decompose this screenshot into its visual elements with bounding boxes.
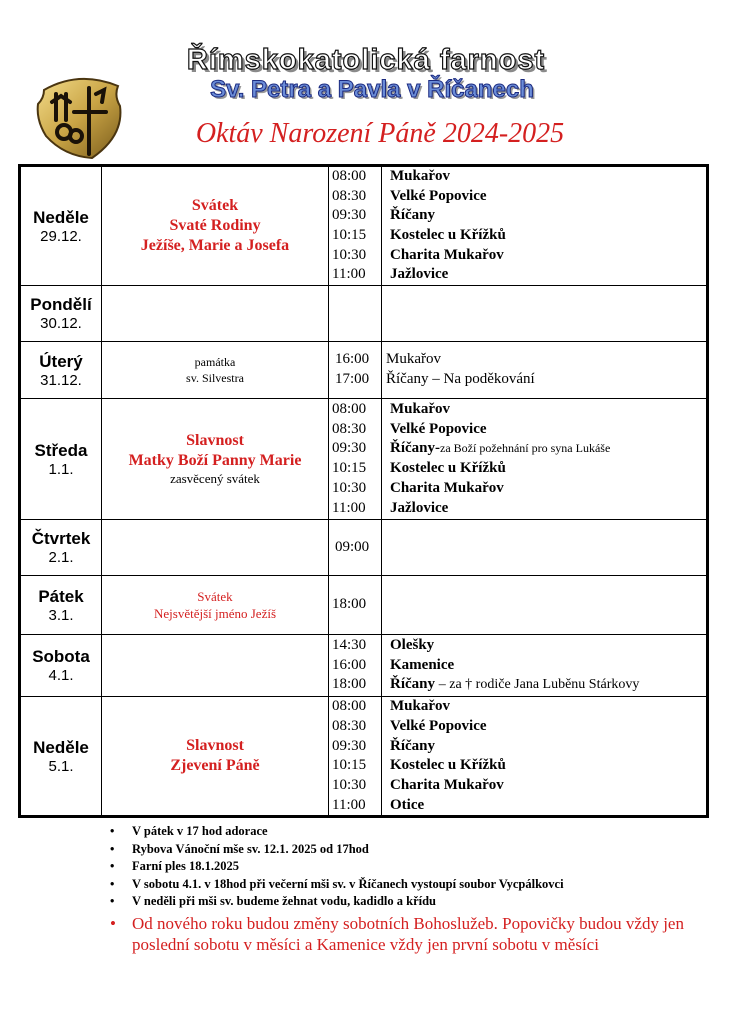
mass-time: 09:30: [332, 440, 367, 457]
times-cell: [329, 342, 382, 399]
day-date: 5.1.: [48, 757, 74, 775]
mass-place: Mukařov: [390, 698, 450, 715]
places-cell: [382, 697, 708, 817]
feast-cell: [102, 166, 329, 286]
places-cell: [382, 399, 708, 520]
mass-place-name: Říčany-: [390, 440, 440, 457]
mass-place: Kostelec u Křížků: [390, 460, 506, 477]
feast-cell: [102, 635, 329, 697]
announcement-text: Farní ples 18.1.2025: [132, 859, 239, 873]
mass-place: Velké Popovice: [390, 717, 487, 734]
memorial-line: památka: [194, 355, 236, 370]
list-item: [108, 893, 708, 911]
feast-cell: [102, 399, 329, 520]
day-date: 30.12.: [40, 315, 82, 333]
notice-text: Od nového roku budou změny sobotních Bohoslužeb. Popovičky budou vždy jen poslední sobotu v měsíci a Kamenice vždy jen první sobotu v měsíci: [132, 913, 684, 954]
day-cell: [20, 399, 102, 520]
table-row: [20, 286, 708, 342]
mass-time: 18:00: [332, 676, 367, 693]
mass-time: 10:30: [332, 776, 367, 793]
list-item: [108, 858, 708, 876]
mass-place: Mukařov: [390, 401, 450, 418]
mass-time: 10:15: [332, 227, 367, 244]
feast-cell: [102, 576, 329, 635]
places-cell: [382, 520, 708, 576]
announcement-text: V neděli při mši sv. budeme žehnat vodu, kadidlo a křídu: [132, 894, 437, 908]
mass-time: 09:30: [332, 737, 367, 754]
times-cell: [329, 576, 382, 635]
day-cell: [20, 286, 102, 342]
feast-line: Nejsvětější jméno Ježíš: [153, 606, 277, 622]
day-name: Neděle: [33, 207, 89, 227]
day-date: 3.1.: [48, 606, 74, 624]
feast-line: Slavnost: [186, 432, 244, 450]
mass-place: Jažlovice: [390, 499, 449, 516]
day-cell: [20, 342, 102, 399]
table-row: [20, 166, 708, 286]
mass-place: Charita Mukařov: [390, 246, 504, 263]
mass-time: 08:00: [332, 168, 367, 184]
page-title: Oktáv Narození Páně 2024-2025: [195, 118, 565, 149]
memorial-line: sv. Silvestra: [186, 371, 244, 386]
mass-place: Mukařov: [390, 168, 450, 184]
times-cell: [329, 520, 382, 576]
announcement-text: Rybova Vánoční mše sv. 12.1. 2025 od 17hod: [132, 841, 369, 856]
places-cell: [382, 342, 708, 399]
table-row: [20, 635, 708, 697]
day-date: 29.12.: [40, 227, 82, 245]
mass-time: 17:00: [335, 371, 370, 388]
feast-line: Ježíše, Marie a Josefa: [140, 237, 290, 255]
day-name: Pondělí: [30, 295, 92, 315]
mass-intention: – za † rodiče Jana Luběnu Stárkovy: [438, 677, 640, 693]
mass-time: 11:00: [332, 499, 366, 516]
mass-time: 08:30: [332, 717, 367, 734]
feast-line: Slavnost: [186, 737, 244, 755]
mass-place-name: Říčany: [390, 676, 435, 693]
mass-time: 10:30: [332, 479, 367, 496]
table-row: [20, 520, 708, 576]
announcements-list: [108, 823, 708, 955]
day-date: 2.1.: [48, 549, 74, 567]
mass-time: 08:00: [332, 401, 367, 418]
feast-line: Svaté Rodiny: [169, 217, 261, 235]
mass-time: 11:00: [332, 796, 366, 813]
mass-intention: za Boží požehnání pro syna Lukáše: [440, 441, 611, 456]
feast-cell: [102, 520, 329, 576]
mass-place: [382, 439, 706, 459]
feast-cell: [102, 286, 329, 342]
list-item: [108, 876, 708, 894]
mass-time: 18:00: [332, 596, 367, 613]
day-date: 4.1.: [48, 667, 74, 685]
mass-place: Říčany: [390, 737, 435, 754]
mass-time: 10:30: [332, 246, 367, 263]
mass-place: Charita Mukařov: [390, 479, 504, 496]
feast-line: Zjevení Páně: [170, 757, 260, 775]
mass-place: Olešky: [390, 637, 435, 654]
mass-time: 08:30: [332, 187, 367, 204]
mass-time: 16:00: [335, 351, 370, 368]
mass-time: 10:15: [332, 757, 367, 774]
mass-place: Velké Popovice: [390, 420, 487, 437]
mass-time: 11:00: [332, 266, 366, 283]
feast-line: Svátek: [191, 197, 239, 215]
table-row: [20, 342, 708, 399]
mass-time: 08:30: [332, 420, 367, 437]
mass-time: 09:00: [335, 538, 370, 555]
places-cell: [382, 166, 708, 286]
mass-time: 10:15: [332, 460, 367, 477]
mass-place: Velké Popovice: [390, 187, 487, 204]
places-cell: [382, 576, 708, 635]
feast-subtitle: zasvěcený svátek: [170, 471, 260, 487]
day-cell: [20, 697, 102, 817]
mass-place: Kostelec u Křížků: [390, 227, 506, 244]
mass-place: Jažlovice: [390, 266, 449, 283]
bullet-dot-icon: •: [110, 859, 115, 873]
mass-time: 08:00: [332, 698, 367, 715]
mass-place: Charita Mukařov: [390, 776, 504, 793]
times-cell: [329, 635, 382, 697]
parish-title: Římskokatolická farnost: [186, 44, 546, 76]
times-cell: [329, 286, 382, 342]
mass-place: Říčany: [390, 207, 435, 224]
mass-place: Mukařov: [386, 351, 441, 368]
parish-subtitle: Sv. Petra a Pavla v Říčanech: [210, 76, 534, 103]
bullet-dot-icon: •: [110, 876, 115, 891]
day-name: Čtvrtek: [31, 529, 91, 549]
mass-place: Kostelec u Křížků: [390, 757, 506, 774]
day-cell: [20, 520, 102, 576]
day-name: Sobota: [32, 647, 90, 667]
mass-place: Kamenice: [390, 656, 455, 673]
feast-line: Svátek: [197, 589, 233, 605]
announcement-text: V pátek v 17 hod adorace: [132, 824, 268, 838]
table-row: [20, 399, 708, 520]
parish-coat-of-arms-icon: [34, 76, 124, 162]
bullet-dot-icon: •: [110, 841, 115, 856]
day-name: Pátek: [38, 586, 84, 606]
schedule-table: [18, 164, 709, 818]
list-item: [108, 841, 708, 859]
times-cell: [329, 399, 382, 520]
day-date: 1.1.: [48, 460, 74, 478]
day-cell: [20, 166, 102, 286]
feast-line: Matky Boží Panny Marie: [128, 452, 302, 470]
times-cell: [329, 166, 382, 286]
notice-item: [108, 913, 708, 955]
feast-cell: [102, 697, 329, 817]
places-cell: [382, 286, 708, 342]
mass-place: Otice: [390, 796, 425, 813]
mass-time: 16:00: [332, 656, 367, 673]
day-cell: [20, 576, 102, 635]
times-cell: [329, 697, 382, 817]
mass-place: [382, 675, 706, 695]
day-name: Středa: [34, 440, 88, 460]
bullet-dot-icon: •: [110, 913, 116, 933]
table-row: [20, 697, 708, 817]
day-name: Úterý: [39, 351, 83, 371]
day-cell: [20, 635, 102, 697]
bullet-dot-icon: •: [110, 824, 115, 838]
list-item: [108, 823, 708, 841]
day-name: Neděle: [33, 737, 89, 757]
mass-time: 14:30: [332, 637, 367, 654]
mass-time: 09:30: [332, 207, 367, 224]
feast-cell: [102, 342, 329, 399]
mass-place: Říčany – Na poděkování: [386, 371, 535, 388]
places-cell: [382, 635, 708, 697]
table-row: [20, 576, 708, 635]
announcement-text: V sobotu 4.1. v 18hod při večerní mši sv. v Říčanech vystoupí soubor Vycpálkovci: [132, 876, 564, 891]
day-date: 31.12.: [40, 371, 82, 389]
bullet-dot-icon: •: [110, 894, 115, 908]
